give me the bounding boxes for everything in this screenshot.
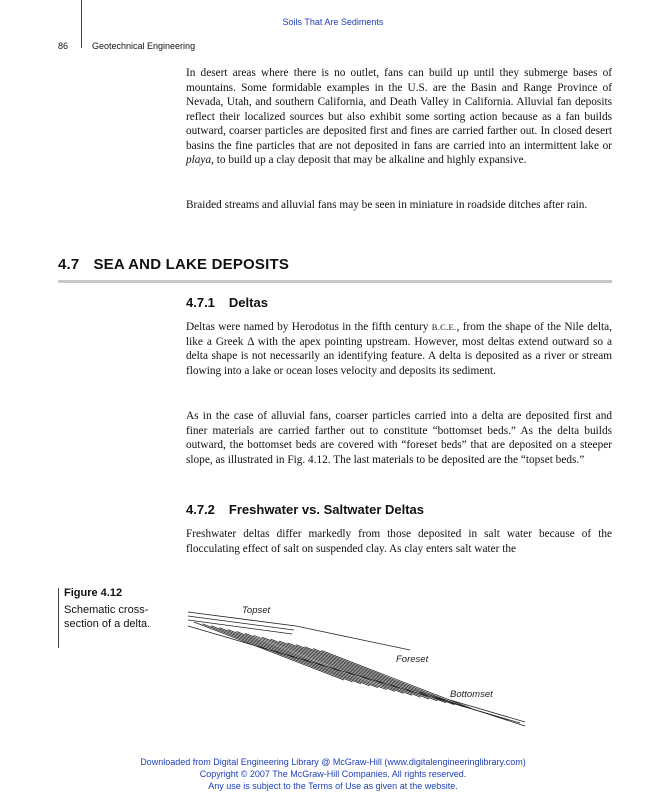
topset-label: Topset <box>242 605 271 616</box>
intro-paragraph-1-end: , to build up a clay deposit that may be alkaline and highly expansive. <box>211 154 527 166</box>
subsection-number: 4.7.1 <box>186 295 215 310</box>
book-title: Geotechnical Engineering <box>92 41 196 51</box>
foreset-bed-line <box>313 649 463 707</box>
subsection-heading-deltas <box>186 295 268 310</box>
era-abbreviation: B.C.E. <box>431 322 457 332</box>
subsection-title: Deltas <box>228 295 268 310</box>
footer-download-notice: Downloaded from Digital Engineering Library @ McGraw-Hill (www.digitalengineeringlibrary.com) <box>140 757 526 767</box>
topset-bed-line <box>188 616 294 630</box>
playa-term: playa <box>186 154 212 166</box>
deltas-paragraph-1-text-a: Deltas were named by Herodotus in the fifth century <box>186 321 432 333</box>
bottomset-label: Bottomset <box>450 689 493 700</box>
topset-bed-line <box>188 620 292 634</box>
intro-paragraph-2: Braided streams and alluvial fans may be seen in miniature in roadside ditches after rain. <box>186 199 588 211</box>
subsection-heading-freshwater <box>186 502 424 517</box>
delta-top-surface <box>296 626 410 650</box>
header-divider <box>81 0 82 48</box>
section-number: 4.7 <box>58 256 80 273</box>
deltas-paragraph-1-text-b: , from the shape of the Nile delta, like a Greek Δ with the apex pointing upstream. However, most deltas extend outward so a delta shape is not necessarily an identifying feature. A delta is deposited as a river or stream flowing into a lake or ocean loses velocity and deposits its sediment. <box>186 321 612 377</box>
bottomset-bed-line <box>450 700 525 722</box>
footer-terms: Any use is subject to the Terms of Use as given at the website. <box>208 781 458 791</box>
foreset-label: Foreset <box>396 654 429 665</box>
delta-cross-section-diagram <box>180 598 540 733</box>
deltas-paragraph-1 <box>186 320 612 378</box>
subsection-title: Freshwater vs. Saltwater Deltas <box>228 502 425 517</box>
figure-side-rule <box>58 588 59 648</box>
footer-copyright: Copyright © 2007 The McGraw-Hill Companies. All rights reserved. <box>199 769 467 779</box>
section-title: SEA AND LAKE DEPOSITS <box>93 256 290 273</box>
intro-paragraph-1-text: In desert areas where there is no outlet, fans can build up until they submerge bases of mountains. Some formidable examples in the U.S. are the Basin and Range Province of Nevada, Utah, and southern California, and Death Valley in California. Alluvial fan deposits reflect their localized sources but also exhibit some sorting action because as a fan builds outward, coarser particles are deposited first and fines are carried farther out. In closed desert basins the fine particles that are not deposited in fans are carried into an intermittent lake or <box>186 67 612 152</box>
foreset-bed-line <box>203 624 353 682</box>
running-head: Soils That Are Sediments <box>282 17 384 27</box>
foreset-bed-line <box>279 641 429 699</box>
figure-caption: Schematic cross-section of a delta. <box>64 604 151 630</box>
figure-label: Figure 4.12 <box>64 587 123 599</box>
section-rule <box>58 280 612 283</box>
intro-paragraph-1 <box>186 66 612 168</box>
section-heading <box>58 256 289 273</box>
subsection-number: 4.7.2 <box>186 502 215 517</box>
deltas-paragraph-2: As in the case of alluvial fans, coarser particles carried into a delta are deposited first and finer materials are carried farther out to constitute “bottomset beds.” As the delta builds outward, the bottomset beds are covered with “foreset beds” that are deposited on a steeper slope, as illustrated in Fig. 4.12. The last materials to be deposited are the “topset beds.” <box>186 410 612 466</box>
page-number: 86 <box>58 41 69 51</box>
freshwater-paragraph-1: Freshwater deltas differ markedly from those deposited in salt water because of the flocculating effect of salt on suspended clay. As clay enters salt water the <box>186 528 612 555</box>
